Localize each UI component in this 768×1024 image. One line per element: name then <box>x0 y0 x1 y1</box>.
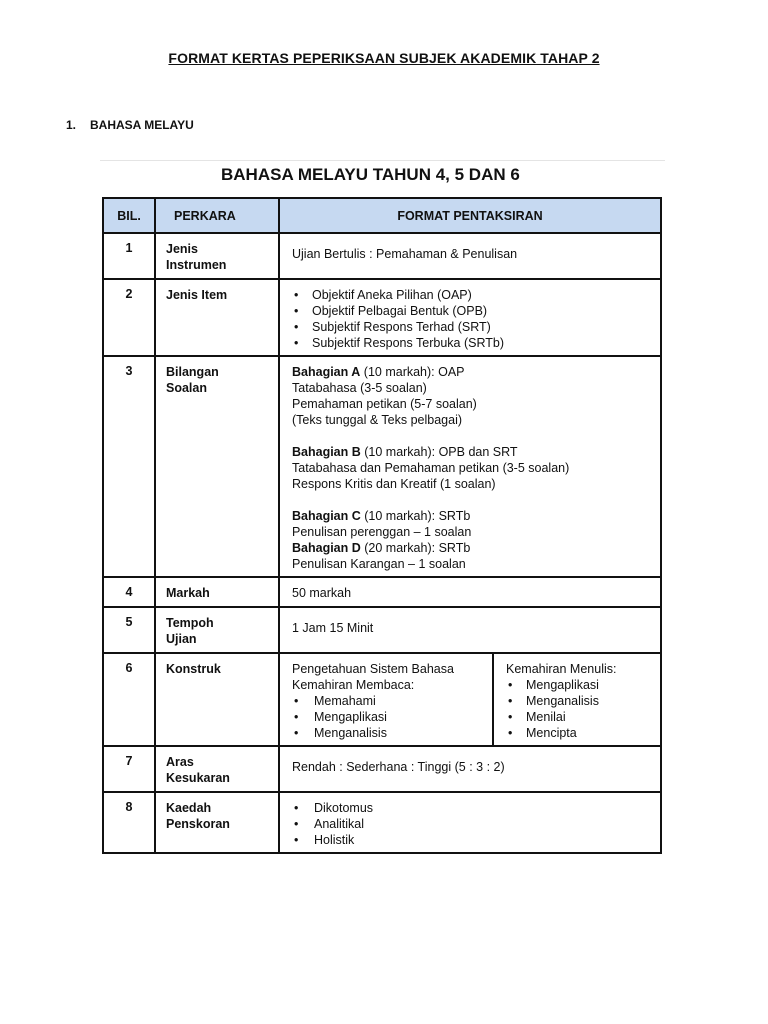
list-item: • Objektif Aneka Pilihan (OAP) <box>292 287 660 303</box>
section-c-detail: (10 markah): SRTb <box>360 509 471 523</box>
table-row <box>103 577 661 607</box>
list-item: • Subjektif Respons Terhad (SRT) <box>292 319 660 335</box>
perkara-line: Soalan <box>166 381 207 395</box>
section-c-label: Bahagian C <box>292 509 361 523</box>
row-number: 5 <box>103 607 155 653</box>
table-title: BAHASA MELAYU TAHUN 4, 5 DAN 6 <box>221 165 520 184</box>
row-format: 50 markah <box>279 577 661 607</box>
row-number: 8 <box>103 792 155 853</box>
table-row <box>103 356 661 577</box>
perkara-line: Instrumen <box>166 258 227 272</box>
table-banner <box>100 160 665 195</box>
format-text: 1 Jam 15 Minit <box>292 621 374 635</box>
row-format <box>279 653 661 746</box>
format-line: Respons Kritis dan Kreatif (1 soalan) <box>292 477 496 491</box>
section-a-heading <box>292 364 660 380</box>
scoring-method-list <box>292 800 660 848</box>
spacer <box>292 492 660 508</box>
list-item: • Holistik <box>292 832 660 848</box>
perkara-line: Penskoran <box>166 817 230 831</box>
section-d-label: Bahagian D <box>292 541 361 555</box>
assessment-format-table <box>102 197 662 854</box>
perkara-line: Bilangan <box>166 365 219 379</box>
row-perkara <box>155 356 279 577</box>
list-item: • Dikotomus <box>292 800 660 816</box>
row-perkara: Markah <box>155 577 279 607</box>
section-heading <box>66 118 194 132</box>
table-row <box>103 607 661 653</box>
document-title: FORMAT KERTAS PEPERIKSAAN SUBJEK AKADEMIK TAHAP 2 <box>168 50 600 66</box>
format-line: Kemahiran Membaca: <box>292 678 415 692</box>
construct-left <box>280 654 494 745</box>
section-number: 1. <box>66 118 77 132</box>
row-perkara <box>155 607 279 653</box>
section-b-detail: (10 markah): OPB dan SRT <box>360 445 518 459</box>
row-perkara: Konstruk <box>155 653 279 746</box>
item-type-list <box>292 287 660 351</box>
list-item: • Mengaplikasi <box>292 709 492 725</box>
perkara-line: Kesukaran <box>166 771 230 785</box>
format-line: Pemahaman petikan (5-7 soalan) <box>292 397 477 411</box>
row-number: 4 <box>103 577 155 607</box>
spacer <box>292 428 660 444</box>
list-item: • Subjektif Respons Terbuka (SRTb) <box>292 335 660 351</box>
table-row <box>103 279 661 356</box>
format-line: Tatabahasa (3-5 soalan) <box>292 381 427 395</box>
section-a-detail: (10 markah): OAP <box>360 365 465 379</box>
header-bil: BIL. <box>103 198 155 233</box>
row-number: 3 <box>103 356 155 577</box>
row-number: 6 <box>103 653 155 746</box>
writing-skill-list <box>506 677 660 741</box>
row-format <box>279 233 661 279</box>
perkara-line: Jenis <box>166 242 198 256</box>
row-format <box>279 792 661 853</box>
row-perkara: Jenis Item <box>155 279 279 356</box>
format-line: Kemahiran Menulis: <box>506 662 617 676</box>
row-format <box>279 607 661 653</box>
section-b-heading <box>292 444 660 460</box>
row-format <box>279 746 661 792</box>
section-d-detail: (20 markah): SRTb <box>360 541 471 555</box>
table-row <box>103 792 661 853</box>
list-item: • Memahami <box>292 693 492 709</box>
format-line: Penulisan perenggan – 1 soalan <box>292 525 472 539</box>
table-row <box>103 233 661 279</box>
list-item: • Mencipta <box>506 725 660 741</box>
format-text: Rendah : Sederhana : Tinggi (5 : 3 : 2) <box>292 760 505 774</box>
perkara-line: Ujian <box>166 632 197 646</box>
list-item: • Analitikal <box>292 816 660 832</box>
table-header-row <box>103 198 661 233</box>
row-format <box>279 279 661 356</box>
perkara-line: Aras <box>166 755 194 769</box>
construct-split <box>280 654 660 745</box>
table-row <box>103 746 661 792</box>
list-item: • Objektif Pelbagai Bentuk (OPB) <box>292 303 660 319</box>
section-title: BAHASA MELAYU <box>90 118 194 132</box>
row-number: 2 <box>103 279 155 356</box>
row-number: 7 <box>103 746 155 792</box>
format-line: Penulisan Karangan – 1 soalan <box>292 557 466 571</box>
row-number: 1 <box>103 233 155 279</box>
perkara-line: Tempoh <box>166 616 214 630</box>
section-d-heading <box>292 540 660 556</box>
row-format <box>279 356 661 577</box>
header-perkara: PERKARA <box>155 198 279 233</box>
row-perkara <box>155 746 279 792</box>
format-line: Pengetahuan Sistem Bahasa <box>292 662 454 676</box>
perkara-line: Kaedah <box>166 801 212 815</box>
section-c-heading <box>292 508 660 524</box>
header-format: FORMAT PENTAKSIRAN <box>279 198 661 233</box>
section-a-label: Bahagian A <box>292 365 361 379</box>
row-perkara <box>155 792 279 853</box>
format-line: (Teks tunggal & Teks pelbagai) <box>292 413 463 427</box>
list-item: • Mengaplikasi <box>506 677 660 693</box>
reading-skill-list <box>292 693 492 741</box>
format-text: Ujian Bertulis : Pemahaman & Penulisan <box>292 247 518 261</box>
list-item: • Menganalisis <box>292 725 492 741</box>
format-line: Tatabahasa dan Pemahaman petikan (3-5 soalan) <box>292 461 570 475</box>
table-row <box>103 653 661 746</box>
section-b-label: Bahagian B <box>292 445 361 459</box>
construct-right <box>494 654 660 745</box>
list-item: • Menilai <box>506 709 660 725</box>
list-item: • Menganalisis <box>506 693 660 709</box>
row-perkara <box>155 233 279 279</box>
